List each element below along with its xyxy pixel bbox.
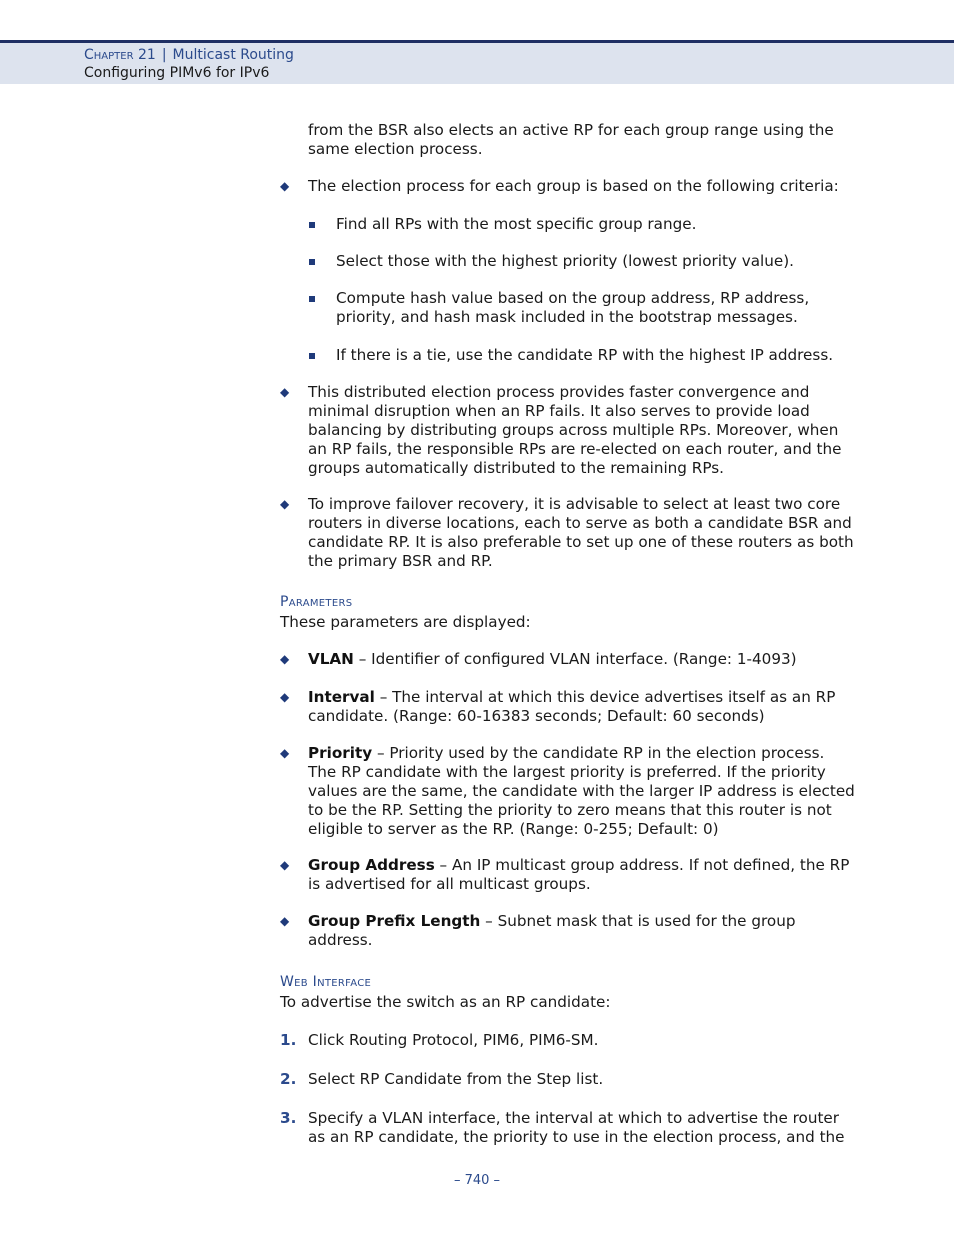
page-header bbox=[0, 40, 954, 84]
parameter-term: VLAN bbox=[308, 650, 354, 668]
step-item bbox=[308, 1070, 603, 1089]
text-line: Click Routing Protocol, PIM6, PIM6-SM. bbox=[308, 1031, 599, 1049]
parameter-desc: – An IP multicast group address. If not defined, the RP bbox=[434, 856, 850, 874]
text-line: To improve failover recovery, it is advisable to select at least two core bbox=[308, 495, 841, 513]
parameter-item-group-address bbox=[308, 856, 849, 894]
parameter-term: Priority bbox=[308, 744, 373, 762]
text-line bbox=[308, 912, 795, 931]
text-line: Find all RPs with the most specific group range. bbox=[336, 215, 697, 233]
intro-paragraph bbox=[308, 121, 834, 159]
diamond-bullet-icon: ◆ bbox=[280, 179, 290, 193]
text-line: Compute hash value based on the group address, RP address, bbox=[336, 289, 810, 307]
web-interface-heading: Web Interface bbox=[280, 974, 372, 990]
bullet-item bbox=[308, 383, 841, 478]
web-interface-intro: To advertise the switch as an RP candidate: bbox=[280, 993, 611, 1011]
diamond-bullet-icon: ◆ bbox=[280, 385, 290, 399]
text-line: the primary BSR and RP. bbox=[308, 552, 493, 570]
text-line: The RP candidate with the largest priority is preferred. If the priority bbox=[308, 763, 826, 781]
parameter-desc: – Identifier of configured VLAN interface. (Range: 1-4093) bbox=[353, 650, 797, 668]
text-line: routers in diverse locations, each to serve as both a candidate BSR and bbox=[308, 514, 852, 532]
step-item bbox=[308, 1031, 598, 1050]
text-line: same election process. bbox=[308, 140, 483, 158]
text-line: values are the same, the candidate with the larger IP address is elected bbox=[308, 782, 855, 800]
parameter-term: Interval bbox=[308, 688, 375, 706]
criteria-item bbox=[336, 289, 809, 327]
text-line bbox=[308, 688, 835, 707]
text-line: to be the RP. Setting the priority to zero means that this router is not bbox=[308, 801, 832, 819]
step-item bbox=[308, 1109, 845, 1147]
text-line bbox=[308, 650, 797, 669]
step-number: 2. bbox=[280, 1070, 297, 1088]
diamond-bullet-icon: ◆ bbox=[280, 690, 290, 704]
text-line: minimal disruption when an RP fails. It also serves to provide load bbox=[308, 402, 810, 420]
square-bullet-icon bbox=[309, 222, 315, 228]
chapter-line bbox=[84, 47, 294, 63]
chapter-separator: | bbox=[161, 47, 167, 63]
diamond-bullet-icon: ◆ bbox=[280, 746, 290, 760]
parameter-item-interval bbox=[308, 688, 835, 726]
parameter-item-priority bbox=[308, 744, 855, 839]
text-line: priority, and hash mask included in the bootstrap messages. bbox=[336, 308, 798, 326]
parameter-item-group-prefix-length bbox=[308, 912, 795, 950]
text-line: balancing by distributing groups across multiple RPs. Moreover, when bbox=[308, 421, 839, 439]
text-line: candidate RP. It is also preferable to set up one of these routers as both bbox=[308, 533, 854, 551]
step-number: 3. bbox=[280, 1109, 297, 1127]
text-line: as an RP candidate, the priority to use in the election process, and the bbox=[308, 1128, 845, 1146]
square-bullet-icon bbox=[309, 296, 315, 302]
criteria-item bbox=[336, 346, 833, 365]
text-line: Specify a VLAN interface, the interval at which to advertise the router bbox=[308, 1109, 840, 1127]
text-line bbox=[308, 856, 849, 875]
criteria-item bbox=[336, 252, 794, 271]
diamond-bullet-icon: ◆ bbox=[280, 497, 290, 511]
criteria-item bbox=[336, 215, 696, 234]
text-line: candidate. (Range: 60-16383 seconds; Default: 60 seconds) bbox=[308, 707, 765, 725]
text-line: is advertised for all multicast groups. bbox=[308, 875, 591, 893]
parameters-heading: Parameters bbox=[280, 594, 353, 610]
text-line: Select RP Candidate from the Step list. bbox=[308, 1070, 604, 1088]
diamond-bullet-icon: ◆ bbox=[280, 914, 290, 928]
parameter-term: Group Address bbox=[308, 856, 435, 874]
step-number: 1. bbox=[280, 1031, 297, 1049]
text-line: eligible to server as the RP. (Range: 0-255; Default: 0) bbox=[308, 820, 719, 838]
chapter-title: Multicast Routing bbox=[172, 47, 294, 63]
page-number: – 740 – bbox=[453, 1173, 501, 1188]
bullet-item bbox=[308, 495, 854, 571]
diamond-bullet-icon: ◆ bbox=[280, 652, 290, 666]
text-line: If there is a tie, use the candidate RP with the highest IP address. bbox=[336, 346, 834, 364]
text-line: Select those with the highest priority (lowest priority value). bbox=[336, 252, 794, 270]
parameter-desc: – Priority used by the candidate RP in the election process. bbox=[372, 744, 825, 762]
text-line: The election process for each group is based on the following criteria: bbox=[308, 177, 839, 195]
text-line: from the BSR also elects an active RP for each group range using the bbox=[308, 121, 834, 139]
text-line: groups automatically distributed to the remaining RPs. bbox=[308, 459, 724, 477]
text-line: address. bbox=[308, 931, 373, 949]
section-title: Configuring PIMv6 for IPv6 bbox=[84, 65, 270, 81]
parameters-intro: These parameters are displayed: bbox=[280, 613, 531, 631]
square-bullet-icon bbox=[309, 353, 315, 359]
parameter-desc: – The interval at which this device advertises itself as an RP bbox=[374, 688, 836, 706]
square-bullet-icon bbox=[309, 259, 315, 265]
text-line: This distributed election process provides faster convergence and bbox=[308, 383, 810, 401]
diamond-bullet-icon: ◆ bbox=[280, 858, 290, 872]
text-line bbox=[308, 744, 855, 763]
bullet-item bbox=[308, 177, 839, 196]
text-line: an RP fails, the responsible RPs are re-elected on each router, and the bbox=[308, 440, 842, 458]
chapter-label: Chapter 21 bbox=[84, 47, 156, 63]
parameter-term: Group Prefix Length bbox=[308, 912, 481, 930]
parameter-desc: – Subnet mask that is used for the group bbox=[480, 912, 796, 930]
parameter-item-vlan bbox=[308, 650, 797, 669]
